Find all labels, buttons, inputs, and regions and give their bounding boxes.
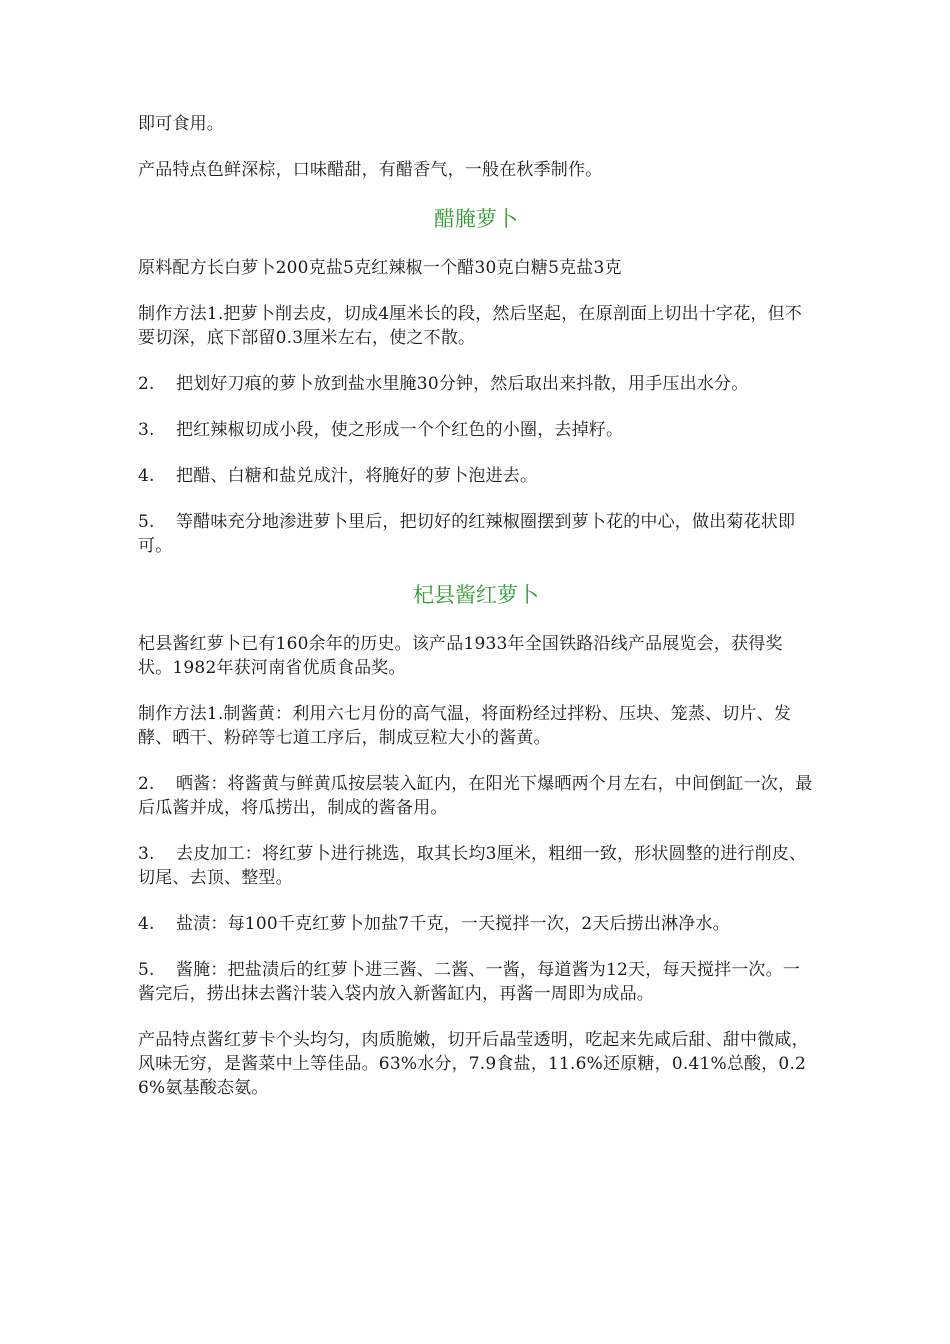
step-text: 晒酱：将酱黄与鲜黄瓜按层装入缸内，在阳光下爆晒两个月左右，中间倒缸一次，最后瓜酱并成，将瓜捞出，制成的酱备用。 xyxy=(138,774,813,818)
intro-paragraph-2: 产品特点色鲜深棕，口味醋甜，有醋香气，一般在秋季制作。 xyxy=(138,160,603,180)
section-title-vinegar-radish: 醋腌萝卜 xyxy=(434,207,518,231)
step-text: 等醋味充分地渗进萝卜里后，把切好的红辣椒圈摆到萝卜花的中心，做出菊花状即可。 xyxy=(138,512,796,556)
step-item xyxy=(138,510,814,558)
step-number: 3. xyxy=(138,844,155,864)
method-paragraph: 制作方法1.制酱黄：利用六七月份的高气温，将面粉经过拌粉、压块、笼蒸、切片、发酵、晒干、粉碎等七道工序后，制成豆粒大小的酱黄。 xyxy=(138,704,792,748)
step-item xyxy=(138,912,814,936)
step-item xyxy=(138,842,814,890)
step-text: 把醋、白糖和盐兑成汁，将腌好的萝卜泡进去。 xyxy=(176,466,538,486)
step-number: 2. xyxy=(138,374,155,394)
method-paragraph: 制作方法1.把萝卜削去皮，切成4厘米长的段，然后坚起，在原剖面上切出十字花，但不要切深，底下部留0.3厘米左右，使之不散。 xyxy=(138,304,803,348)
step-text: 酱腌：把盐渍后的红萝卜进三酱、二酱、一酱，每道酱为12天，每天搅拌一次。一酱完后，捞出抹去酱汁装入袋内放入新酱缸内，再酱一周即为成品。 xyxy=(138,960,801,1004)
step-number: 5. xyxy=(138,512,155,532)
step-text: 去皮加工：将红萝卜进行挑选，取其长均3厘米，粗细一致，形状圆整的进行削皮、切尾、去顶、整型。 xyxy=(138,844,807,888)
step-number: 4. xyxy=(138,914,155,934)
features-paragraph: 产品特点酱红萝卡个头均匀，肉质脆嫩，切开后晶莹透明，吃起来先咸后甜、甜中微咸，风味无穷，是酱菜中上等佳品。63%水分，7.9食盐，11.6%还原糖，0.41%总酸，0.26%氨基酸态氨。 xyxy=(138,1030,809,1098)
step-item xyxy=(138,418,814,442)
step-number: 3. xyxy=(138,420,155,440)
document-page xyxy=(138,112,814,1122)
step-text: 把划好刀痕的萝卜放到盐水里腌30分钟，然后取出来抖散，用手压出水分。 xyxy=(176,374,749,394)
step-number: 4. xyxy=(138,466,155,486)
step-item xyxy=(138,958,814,1006)
section-title-qixian-radish: 杞县酱红萝卜 xyxy=(413,583,539,607)
history-paragraph: 杞县酱红萝卜已有160余年的历史。该产品1933年全国铁路沿线产品展览会，获得奖状。1982年获河南省优质食品奖。 xyxy=(138,634,783,678)
step-item xyxy=(138,372,814,396)
step-number: 2. xyxy=(138,774,155,794)
step-text: 把红辣椒切成小段，使之形成一个个红色的小圈，去掉籽。 xyxy=(176,420,624,440)
step-item xyxy=(138,464,814,488)
step-item xyxy=(138,772,814,820)
ingredients-paragraph: 原料配方长白萝卜200克盐5克红辣椒一个醋30克白糖5克盐3克 xyxy=(138,258,622,278)
step-number: 5. xyxy=(138,960,155,980)
intro-paragraph-1: 即可食用。 xyxy=(138,114,224,134)
step-text: 盐渍：每100千克红萝卜加盐7千克，一天搅拌一次，2天后捞出淋净水。 xyxy=(176,914,730,934)
